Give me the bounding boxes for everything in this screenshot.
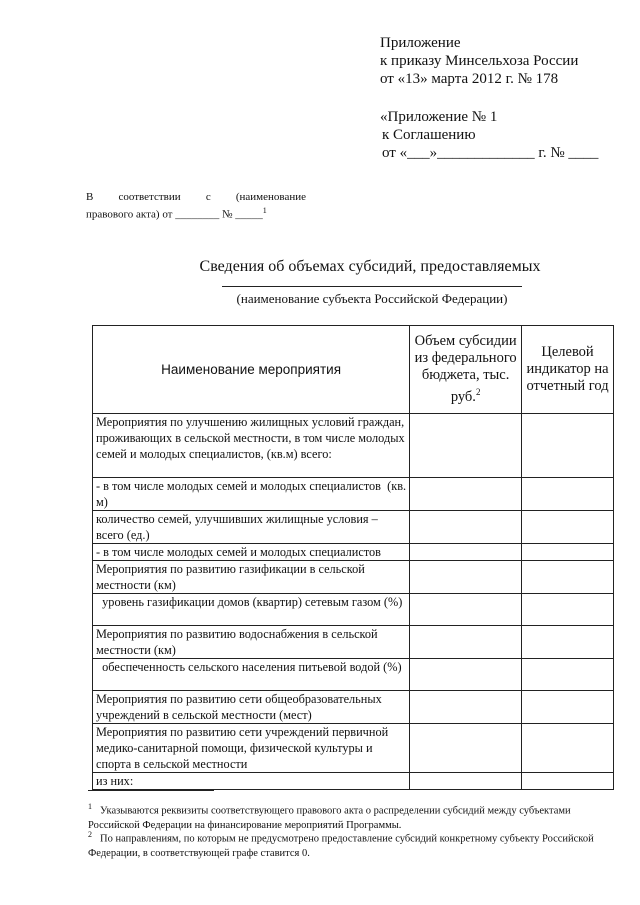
footnote-ref-1: 1 xyxy=(262,206,267,215)
subsidy-table xyxy=(92,325,614,790)
table-header-row xyxy=(93,326,614,414)
basis-word-2: соответствии xyxy=(118,191,181,203)
basis-word-4: (наименование xyxy=(235,191,306,203)
subsidy-volume-cell xyxy=(410,478,522,511)
legal-basis xyxy=(86,191,306,222)
table-row xyxy=(93,773,614,790)
activity-name-cell: из них: xyxy=(93,773,410,790)
agreement-date-number: от «___»_____________ г. № ____ xyxy=(382,145,599,161)
footnote-1: $^1$ Указываются реквизиты соответствующего правового акта о распределении субсидий между субъектами Российской Федерации на финансирование мероприятий Программы. xyxy=(88,802,571,831)
target-indicator-cell xyxy=(522,773,614,790)
header-activity-name: Наименование мероприятия xyxy=(93,326,410,414)
subsidy-volume-cell xyxy=(410,414,522,478)
table-row xyxy=(93,511,614,544)
target-indicator-cell xyxy=(522,594,614,626)
basis-line-2: правового акта) от ________ № _____ xyxy=(86,208,263,221)
table-row xyxy=(93,544,614,561)
order-name: к приказу Минсельхоза России xyxy=(380,53,579,69)
target-indicator-cell xyxy=(522,724,614,773)
activity-name-cell: Мероприятия по улучшению жилищных условий граждан, проживающих в сельской местности, в том числе молодых семей и молодых специалистов, (кв.м) всего: xyxy=(93,414,410,478)
activity-name-cell: уровень газификации домов (квартир) сетевым газом (%) xyxy=(93,594,410,626)
subsidy-volume-cell xyxy=(410,511,522,544)
document-title: Сведения об объемах субсидий, предоставляемых xyxy=(199,258,541,275)
basis-word-1: В xyxy=(86,191,94,203)
subject-caption: (наименование субъекта Российской Федерации) xyxy=(236,291,508,306)
table-row xyxy=(93,626,614,659)
footnote-2: $^2$ По направлениям, по которым не предусмотрено предоставление субсидий конкретному субъекту Российской Федерации, в соответствующей графе ставится 0. xyxy=(88,830,594,859)
target-indicator-cell xyxy=(522,544,614,561)
subsidy-volume-cell xyxy=(410,773,522,790)
target-indicator-cell xyxy=(522,659,614,691)
activity-name-cell: обеспеченность сельского населения питьевой водой (%) xyxy=(93,659,410,691)
target-indicator-cell xyxy=(522,626,614,659)
appendix-label: Приложение xyxy=(380,35,461,51)
target-indicator-cell xyxy=(522,511,614,544)
activity-name-cell: Мероприятия по развитию водоснабжения в сельской местности (км) xyxy=(93,626,410,659)
target-indicator-cell xyxy=(522,414,614,478)
subsidy-volume-cell xyxy=(410,561,522,594)
activity-name-cell: Мероприятия по развитию сети учреждений первичной медико-санитарной помощи, физической культуры и спорта в сельской местности xyxy=(93,724,410,773)
table-row xyxy=(93,724,614,773)
agreement-label: к Соглашению xyxy=(382,127,476,143)
agreement-reference xyxy=(380,108,598,162)
table-row xyxy=(93,594,614,626)
header-subsidy-volume: Объем субсидии из федерального бюджета, тыс. руб.$^2$ xyxy=(410,326,522,414)
basis-word-3: с xyxy=(205,191,211,203)
table-row xyxy=(93,414,614,478)
subsidy-volume-cell xyxy=(410,691,522,724)
table-row xyxy=(93,659,614,691)
target-indicator-cell xyxy=(522,561,614,594)
header-target-indicator: Целевой индикатор на отчетный год xyxy=(522,326,614,414)
table-row xyxy=(93,691,614,724)
order-date-number: от «13» марта 2012 г. № 178 xyxy=(380,71,559,87)
subsidy-volume-cell xyxy=(410,626,522,659)
subsidy-volume-cell xyxy=(410,594,522,626)
activity-name-cell: количество семей, улучшивших жилищные условия – всего (ед.) xyxy=(93,511,410,544)
activity-name-cell: Мероприятия по развитию сети общеобразовательных учреждений в сельской местности (мест) xyxy=(93,691,410,724)
activity-name-cell: Мероприятия по развитию газификации в сельской местности (км) xyxy=(93,561,410,594)
subject-name-line xyxy=(222,286,522,287)
activity-name-cell: - в том числе молодых семей и молодых специалистов (кв. м) xyxy=(93,478,410,511)
table-row xyxy=(93,561,614,594)
subsidy-volume-cell xyxy=(410,659,522,691)
table-row xyxy=(93,478,614,511)
target-indicator-cell xyxy=(522,478,614,511)
subsidy-volume-cell xyxy=(410,544,522,561)
footnote-separator xyxy=(88,790,214,791)
target-indicator-cell xyxy=(522,691,614,724)
subsidy-volume-cell xyxy=(410,724,522,773)
appendix-number: «Приложение № 1 xyxy=(380,109,498,125)
order-reference xyxy=(380,34,578,88)
activity-name-cell: - в том числе молодых семей и молодых специалистов xyxy=(93,544,410,561)
